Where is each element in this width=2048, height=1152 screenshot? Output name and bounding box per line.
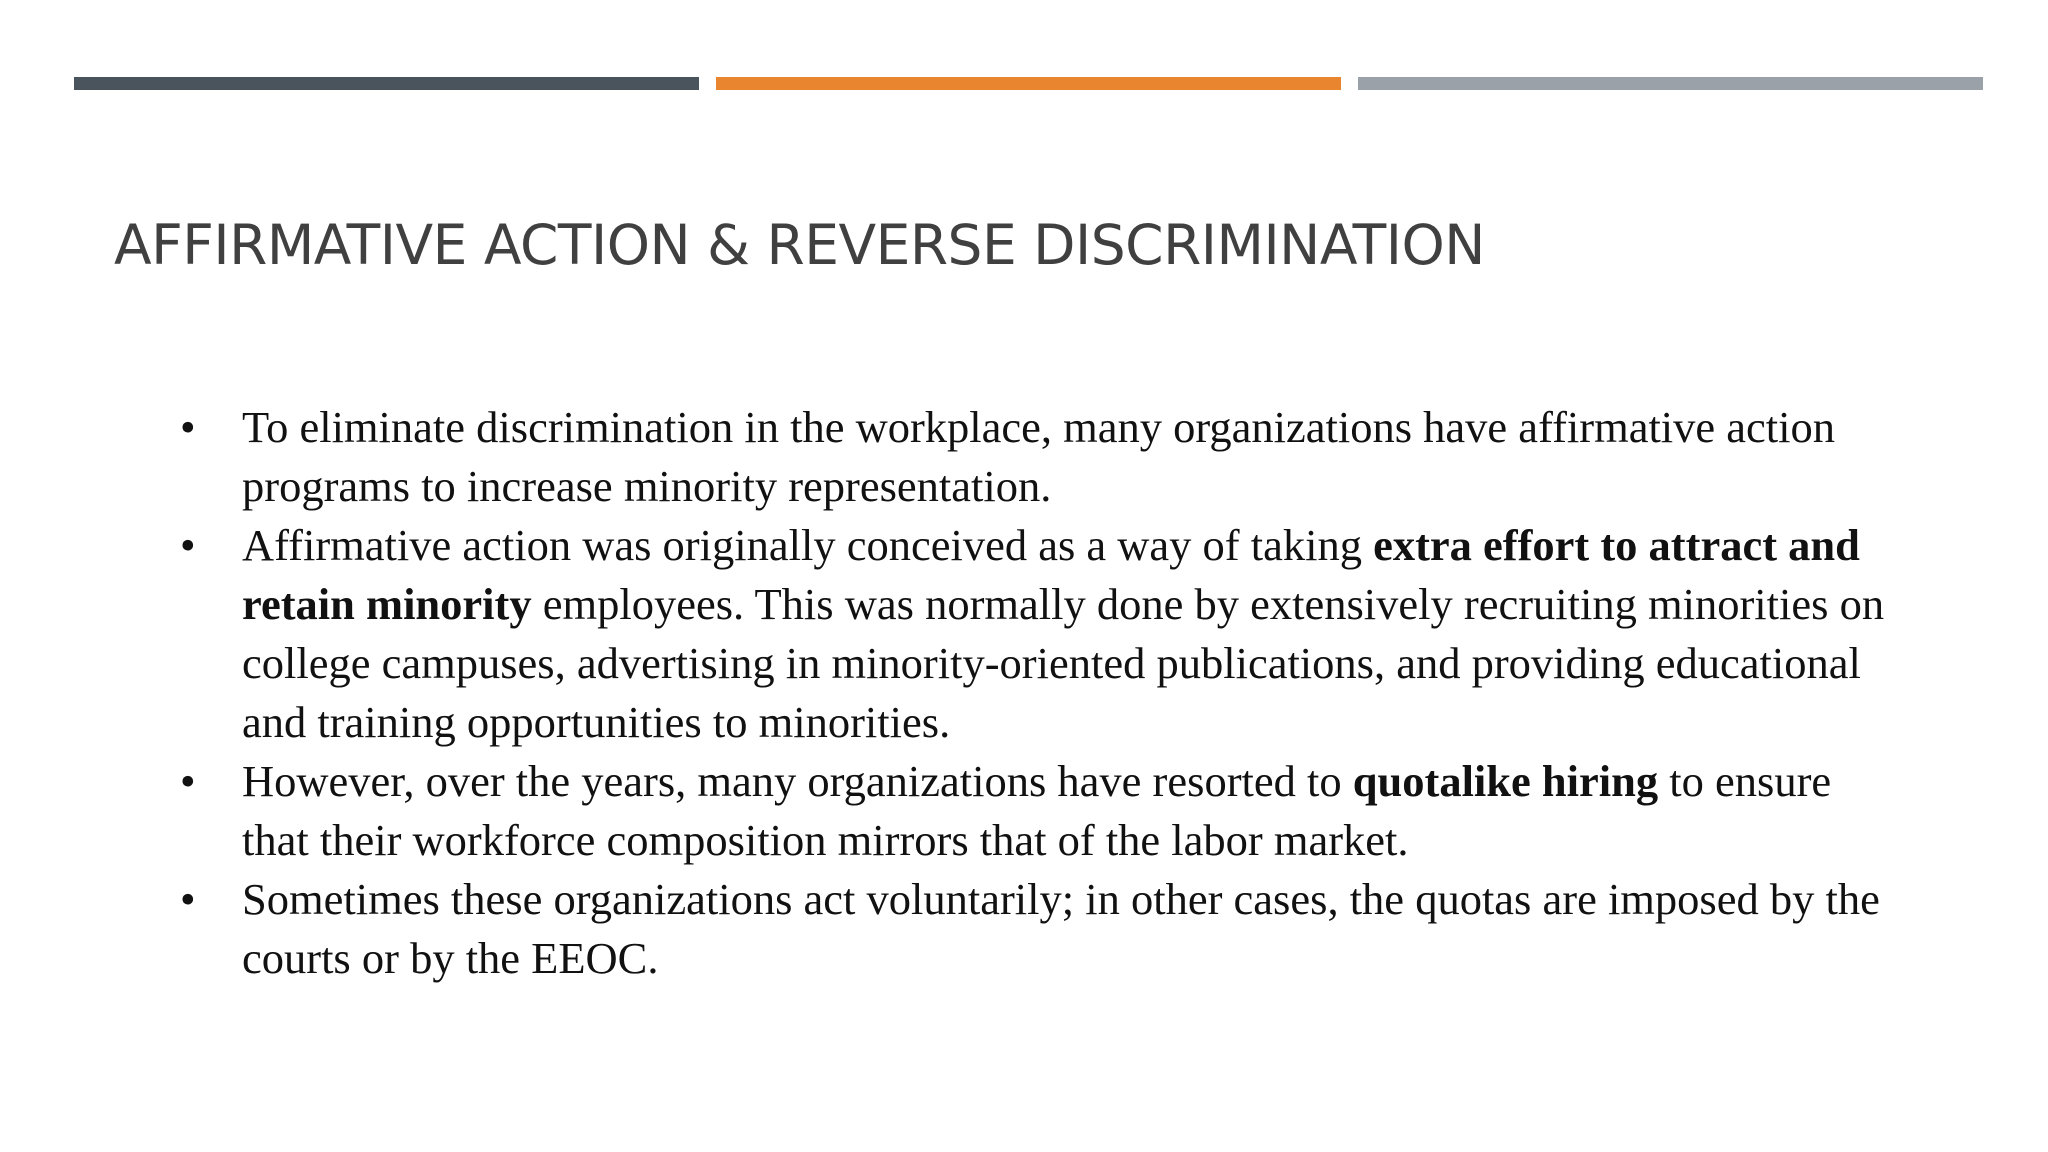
- bullet-icon: •: [180, 520, 196, 570]
- bullet-icon: •: [180, 756, 196, 806]
- bullet-icon: •: [180, 402, 196, 452]
- bullet-emphasis: extra effort to attract and retain minority: [242, 520, 1860, 629]
- bullet-icon: •: [180, 874, 196, 924]
- bullet-item: [180, 870, 1900, 988]
- bullet-text: [242, 874, 1880, 983]
- bullet-text-segment: employees. This was normally done by extensively recruiting minorities on college campuses, advertising in minority-oriented publications, and providing educational and training opportunities to minorities.: [242, 579, 1885, 747]
- accent-bar-gray: [1358, 77, 1983, 90]
- bullet-text-segment: Affirmative action was originally conceived as a way of taking: [242, 520, 1374, 570]
- bullet-item: [180, 752, 1900, 870]
- bullet-text-segment: To eliminate discrimination in the workplace, many organizations have affirmative action programs to increase minority representation.: [242, 402, 1836, 511]
- bullet-text: [242, 402, 1835, 511]
- bullet-list: [180, 398, 1900, 988]
- accent-bar-orange: [716, 77, 1341, 90]
- bullet-text: [242, 756, 1831, 865]
- bullet-text-segment: to ensure that their workforce composition mirrors that of the labor market.: [242, 756, 1832, 865]
- bullet-item: [180, 398, 1900, 516]
- slide-title: AFFIRMATIVE ACTION & REVERSE DISCRIMINATION: [114, 213, 1485, 277]
- bullet-text-segment: Sometimes these organizations act voluntarily; in other cases, the quotas are imposed by the courts or by the EEOC.: [242, 874, 1880, 983]
- bullet-item: [180, 516, 1900, 752]
- bullet-text: [242, 520, 1884, 747]
- accent-bar-dark: [74, 77, 699, 90]
- bullet-text-segment: However, over the years, many organizations have resorted to: [242, 756, 1353, 806]
- bullet-emphasis: quotalike hiring: [1352, 756, 1659, 806]
